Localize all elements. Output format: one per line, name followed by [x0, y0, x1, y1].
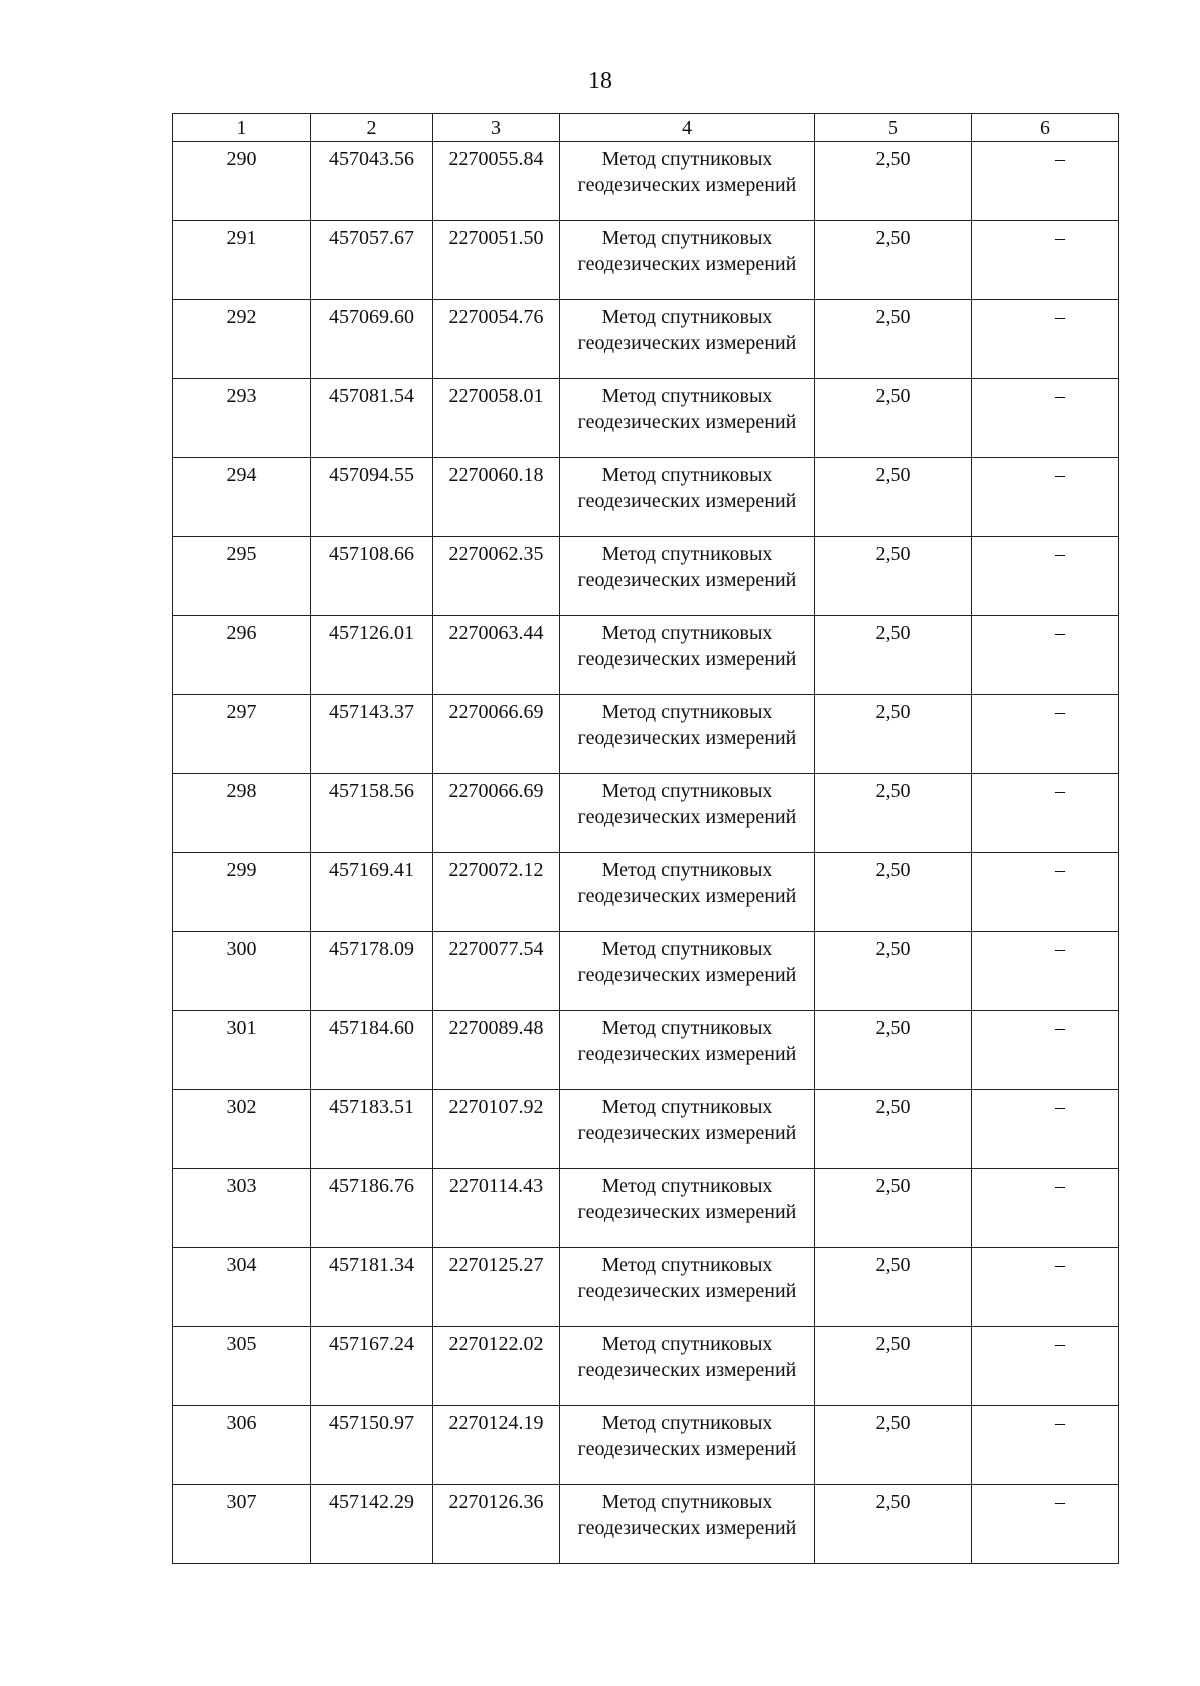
- accuracy-cell: 2,50: [815, 1011, 972, 1090]
- table-row: [173, 932, 1119, 1011]
- method-cell: Метод спутниковых геодезических измерений: [560, 1485, 815, 1564]
- accuracy-cell: 2,50: [815, 932, 972, 1011]
- coordinate-x-cell: 457108.66: [311, 537, 433, 616]
- point-number-cell: 306: [173, 1406, 311, 1485]
- note-cell: –: [972, 1327, 1119, 1406]
- accuracy-cell: 2,50: [815, 1485, 972, 1564]
- point-number-cell: 293: [173, 379, 311, 458]
- table-row: [173, 537, 1119, 616]
- method-cell: Метод спутниковых геодезических измерений: [560, 932, 815, 1011]
- coordinate-y-cell: 2270072.12: [433, 853, 560, 932]
- header-col-2: 2: [311, 114, 433, 142]
- table-row: [173, 1248, 1119, 1327]
- table-row: [173, 1327, 1119, 1406]
- header-col-6: 6: [972, 114, 1119, 142]
- point-number-cell: 290: [173, 142, 311, 221]
- accuracy-cell: 2,50: [815, 1248, 972, 1327]
- note-cell: –: [972, 142, 1119, 221]
- table-row: [173, 1090, 1119, 1169]
- accuracy-cell: 2,50: [815, 300, 972, 379]
- coordinate-y-cell: 2270066.69: [433, 774, 560, 853]
- accuracy-cell: 2,50: [815, 853, 972, 932]
- coordinate-x-cell: 457184.60: [311, 1011, 433, 1090]
- coordinate-x-cell: 457069.60: [311, 300, 433, 379]
- note-cell: –: [972, 1090, 1119, 1169]
- header-col-4: 4: [560, 114, 815, 142]
- coordinate-x-cell: 457142.29: [311, 1485, 433, 1564]
- method-cell: Метод спутниковых геодезических измерений: [560, 695, 815, 774]
- method-cell: Метод спутниковых геодезических измерений: [560, 1327, 815, 1406]
- note-cell: –: [972, 1406, 1119, 1485]
- table-row: [173, 616, 1119, 695]
- coordinate-y-cell: 2270055.84: [433, 142, 560, 221]
- accuracy-cell: 2,50: [815, 221, 972, 300]
- accuracy-cell: 2,50: [815, 1169, 972, 1248]
- coordinate-x-cell: 457181.34: [311, 1248, 433, 1327]
- note-cell: –: [972, 537, 1119, 616]
- table-row: [173, 379, 1119, 458]
- point-number-cell: 291: [173, 221, 311, 300]
- accuracy-cell: 2,50: [815, 537, 972, 616]
- table-row: [173, 695, 1119, 774]
- point-number-cell: 297: [173, 695, 311, 774]
- coordinate-x-cell: 457057.67: [311, 221, 433, 300]
- coordinates-table-wrapper: [172, 113, 1118, 1564]
- table-body: [173, 142, 1119, 1564]
- coordinate-y-cell: 2270124.19: [433, 1406, 560, 1485]
- method-cell: Метод спутниковых геодезических измерений: [560, 774, 815, 853]
- table-row: [173, 1169, 1119, 1248]
- coordinate-y-cell: 2270077.54: [433, 932, 560, 1011]
- coordinate-x-cell: 457183.51: [311, 1090, 433, 1169]
- point-number-cell: 299: [173, 853, 311, 932]
- table-row: [173, 774, 1119, 853]
- method-cell: Метод спутниковых геодезических измерений: [560, 300, 815, 379]
- method-cell: Метод спутниковых геодезических измерений: [560, 379, 815, 458]
- header-col-1: 1: [173, 114, 311, 142]
- note-cell: –: [972, 221, 1119, 300]
- note-cell: –: [972, 774, 1119, 853]
- table-row: [173, 221, 1119, 300]
- coordinate-y-cell: 2270126.36: [433, 1485, 560, 1564]
- accuracy-cell: 2,50: [815, 1327, 972, 1406]
- point-number-cell: 303: [173, 1169, 311, 1248]
- coordinate-x-cell: 457143.37: [311, 695, 433, 774]
- table-row: [173, 458, 1119, 537]
- accuracy-cell: 2,50: [815, 1090, 972, 1169]
- header-col-3: 3: [433, 114, 560, 142]
- point-number-cell: 292: [173, 300, 311, 379]
- coordinate-x-cell: 457094.55: [311, 458, 433, 537]
- accuracy-cell: 2,50: [815, 695, 972, 774]
- note-cell: –: [972, 932, 1119, 1011]
- point-number-cell: 302: [173, 1090, 311, 1169]
- method-cell: Метод спутниковых геодезических измерений: [560, 1406, 815, 1485]
- method-cell: Метод спутниковых геодезических измерений: [560, 1011, 815, 1090]
- accuracy-cell: 2,50: [815, 379, 972, 458]
- coordinate-y-cell: 2270062.35: [433, 537, 560, 616]
- point-number-cell: 300: [173, 932, 311, 1011]
- table-row: [173, 1011, 1119, 1090]
- point-number-cell: 301: [173, 1011, 311, 1090]
- note-cell: –: [972, 1248, 1119, 1327]
- point-number-cell: 298: [173, 774, 311, 853]
- coordinate-x-cell: 457150.97: [311, 1406, 433, 1485]
- note-cell: –: [972, 853, 1119, 932]
- point-number-cell: 295: [173, 537, 311, 616]
- coordinate-x-cell: 457169.41: [311, 853, 433, 932]
- method-cell: Метод спутниковых геодезических измерений: [560, 616, 815, 695]
- coordinate-x-cell: 457186.76: [311, 1169, 433, 1248]
- note-cell: –: [972, 1485, 1119, 1564]
- header-col-5: 5: [815, 114, 972, 142]
- method-cell: Метод спутниковых геодезических измерений: [560, 537, 815, 616]
- header-row: [173, 114, 1119, 142]
- coordinate-x-cell: 457167.24: [311, 1327, 433, 1406]
- coordinate-y-cell: 2270051.50: [433, 221, 560, 300]
- method-cell: Метод спутниковых геодезических измерений: [560, 221, 815, 300]
- table-row: [173, 1406, 1119, 1485]
- accuracy-cell: 2,50: [815, 458, 972, 537]
- point-number-cell: 307: [173, 1485, 311, 1564]
- table-row: [173, 142, 1119, 221]
- coordinate-x-cell: 457178.09: [311, 932, 433, 1011]
- page-number: 18: [588, 68, 612, 94]
- accuracy-cell: 2,50: [815, 616, 972, 695]
- table-row: [173, 1485, 1119, 1564]
- point-number-cell: 305: [173, 1327, 311, 1406]
- coordinate-x-cell: 457043.56: [311, 142, 433, 221]
- coordinate-y-cell: 2270122.02: [433, 1327, 560, 1406]
- note-cell: –: [972, 616, 1119, 695]
- point-number-cell: 294: [173, 458, 311, 537]
- note-cell: –: [972, 1169, 1119, 1248]
- accuracy-cell: 2,50: [815, 774, 972, 853]
- method-cell: Метод спутниковых геодезических измерений: [560, 853, 815, 932]
- coordinate-y-cell: 2270125.27: [433, 1248, 560, 1327]
- coordinate-y-cell: 2270089.48: [433, 1011, 560, 1090]
- note-cell: –: [972, 458, 1119, 537]
- accuracy-cell: 2,50: [815, 142, 972, 221]
- coordinate-y-cell: 2270058.01: [433, 379, 560, 458]
- coordinate-x-cell: 457126.01: [311, 616, 433, 695]
- note-cell: –: [972, 300, 1119, 379]
- coordinate-y-cell: 2270066.69: [433, 695, 560, 774]
- method-cell: Метод спутниковых геодезических измерений: [560, 1248, 815, 1327]
- coordinates-table: [172, 113, 1119, 1564]
- method-cell: Метод спутниковых геодезических измерений: [560, 1169, 815, 1248]
- point-number-cell: 296: [173, 616, 311, 695]
- note-cell: –: [972, 379, 1119, 458]
- coordinate-y-cell: 2270114.43: [433, 1169, 560, 1248]
- table-row: [173, 300, 1119, 379]
- coordinate-y-cell: 2270063.44: [433, 616, 560, 695]
- coordinate-y-cell: 2270054.76: [433, 300, 560, 379]
- method-cell: Метод спутниковых геодезических измерений: [560, 142, 815, 221]
- note-cell: –: [972, 695, 1119, 774]
- point-number-cell: 304: [173, 1248, 311, 1327]
- coordinate-x-cell: 457081.54: [311, 379, 433, 458]
- table-header: [173, 114, 1119, 142]
- accuracy-cell: 2,50: [815, 1406, 972, 1485]
- method-cell: Метод спутниковых геодезических измерений: [560, 458, 815, 537]
- coordinate-x-cell: 457158.56: [311, 774, 433, 853]
- note-cell: –: [972, 1011, 1119, 1090]
- coordinate-y-cell: 2270107.92: [433, 1090, 560, 1169]
- table-row: [173, 853, 1119, 932]
- coordinate-y-cell: 2270060.18: [433, 458, 560, 537]
- method-cell: Метод спутниковых геодезических измерений: [560, 1090, 815, 1169]
